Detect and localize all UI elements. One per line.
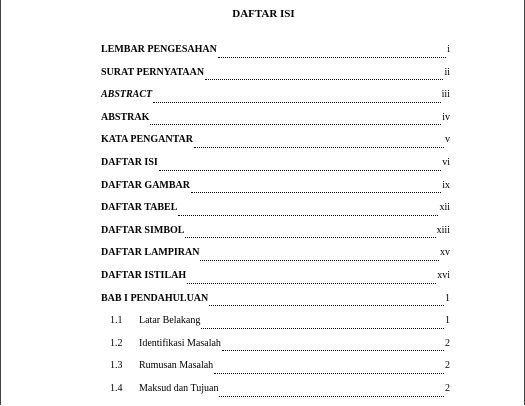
dot-leader bbox=[214, 372, 444, 374]
dot-leader bbox=[150, 123, 441, 125]
toc-entry-page: i bbox=[447, 44, 450, 55]
toc-entry[interactable] bbox=[101, 270, 450, 293]
page-title: DAFTAR ISI bbox=[232, 8, 295, 20]
toc-entry[interactable] bbox=[101, 225, 450, 248]
toc-entry-label: DAFTAR GAMBAR bbox=[101, 179, 190, 191]
toc-entry-label: BAB I PENDAHULUAN bbox=[101, 292, 209, 304]
dot-leader bbox=[205, 78, 443, 80]
dot-leader bbox=[191, 191, 441, 193]
dot-leader bbox=[153, 101, 441, 103]
toc-entry-number: 1.1 bbox=[110, 315, 123, 327]
toc-entry-page: xv bbox=[440, 247, 450, 259]
toc-entry-page: 1 bbox=[445, 315, 450, 327]
toc-entry-number: 1.4 bbox=[110, 382, 123, 394]
toc-entry-label: ABSTRAK bbox=[101, 111, 150, 123]
toc-entry-page: 1 bbox=[445, 292, 450, 304]
dot-leader bbox=[178, 214, 438, 216]
toc-entry-label: DAFTAR TABEL bbox=[101, 202, 178, 214]
toc-entry[interactable] bbox=[101, 293, 450, 316]
toc-entry[interactable] bbox=[101, 44, 450, 67]
toc-entry[interactable] bbox=[101, 134, 450, 157]
toc-entry-number: 1.3 bbox=[110, 360, 123, 372]
toc-entry-page: 2 bbox=[445, 360, 450, 372]
toc-entry[interactable] bbox=[101, 180, 450, 203]
toc-entry-page: ix bbox=[442, 179, 450, 191]
toc-entry-page: xvi bbox=[437, 269, 450, 281]
toc-entry-label: SURAT PERNYATAAN bbox=[101, 66, 205, 78]
toc-entry-label: DAFTAR LAMPIRAN bbox=[101, 247, 200, 259]
toc-entry-page: vi bbox=[442, 156, 450, 168]
toc-entry-page: 2 bbox=[445, 337, 450, 349]
toc-subentry[interactable] bbox=[101, 338, 450, 361]
toc-entry-page: iv bbox=[442, 111, 450, 123]
toc-entry-label: KATA PENGANTAR bbox=[101, 134, 193, 146]
dot-leader bbox=[187, 282, 436, 284]
toc-entry[interactable] bbox=[101, 247, 450, 270]
toc-entry[interactable] bbox=[101, 202, 450, 225]
dot-leader bbox=[222, 349, 444, 351]
toc-entry-page: xii bbox=[439, 202, 450, 214]
dot-leader bbox=[209, 304, 444, 306]
toc-entry[interactable] bbox=[101, 112, 450, 135]
toc-entry-page: 2 bbox=[445, 382, 450, 394]
toc-entry-page: xiii bbox=[436, 224, 450, 236]
toc-entry-label: Maksud dan Tujuan bbox=[139, 382, 219, 394]
dot-leader bbox=[194, 146, 444, 148]
toc-entry-label: Latar Belakang bbox=[139, 315, 201, 327]
dot-leader bbox=[201, 327, 444, 329]
toc-subentry[interactable] bbox=[101, 383, 450, 406]
toc-entry-label: DAFTAR ISI bbox=[101, 156, 158, 168]
toc-entry-label: Identifikasi Masalah bbox=[139, 337, 221, 349]
toc-entry-label: ABSTRACT bbox=[101, 89, 153, 101]
dot-leader bbox=[218, 56, 446, 58]
toc-entry-number: 1.2 bbox=[110, 337, 123, 349]
toc-subentry[interactable] bbox=[101, 360, 450, 383]
toc-entry-page: iii bbox=[441, 89, 450, 101]
toc-entry[interactable] bbox=[101, 67, 450, 90]
toc-entry-page: v bbox=[445, 134, 450, 146]
toc-entry-page: ii bbox=[444, 66, 450, 78]
toc-entry[interactable] bbox=[101, 89, 450, 112]
table-of-contents bbox=[101, 44, 450, 406]
dot-leader bbox=[219, 395, 444, 397]
toc-entry-label: DAFTAR ISTILAH bbox=[101, 269, 187, 281]
toc-entry-label: LEMBAR PENGESAHAN bbox=[101, 44, 217, 55]
toc-entry-label: DAFTAR SIMBOL bbox=[101, 224, 185, 236]
toc-entry[interactable] bbox=[101, 157, 450, 180]
dot-leader bbox=[185, 236, 435, 238]
dot-leader bbox=[159, 169, 441, 171]
toc-subentry[interactable] bbox=[101, 315, 450, 338]
dot-leader bbox=[200, 259, 439, 261]
toc-entry-label: Rumusan Masalah bbox=[139, 360, 214, 372]
